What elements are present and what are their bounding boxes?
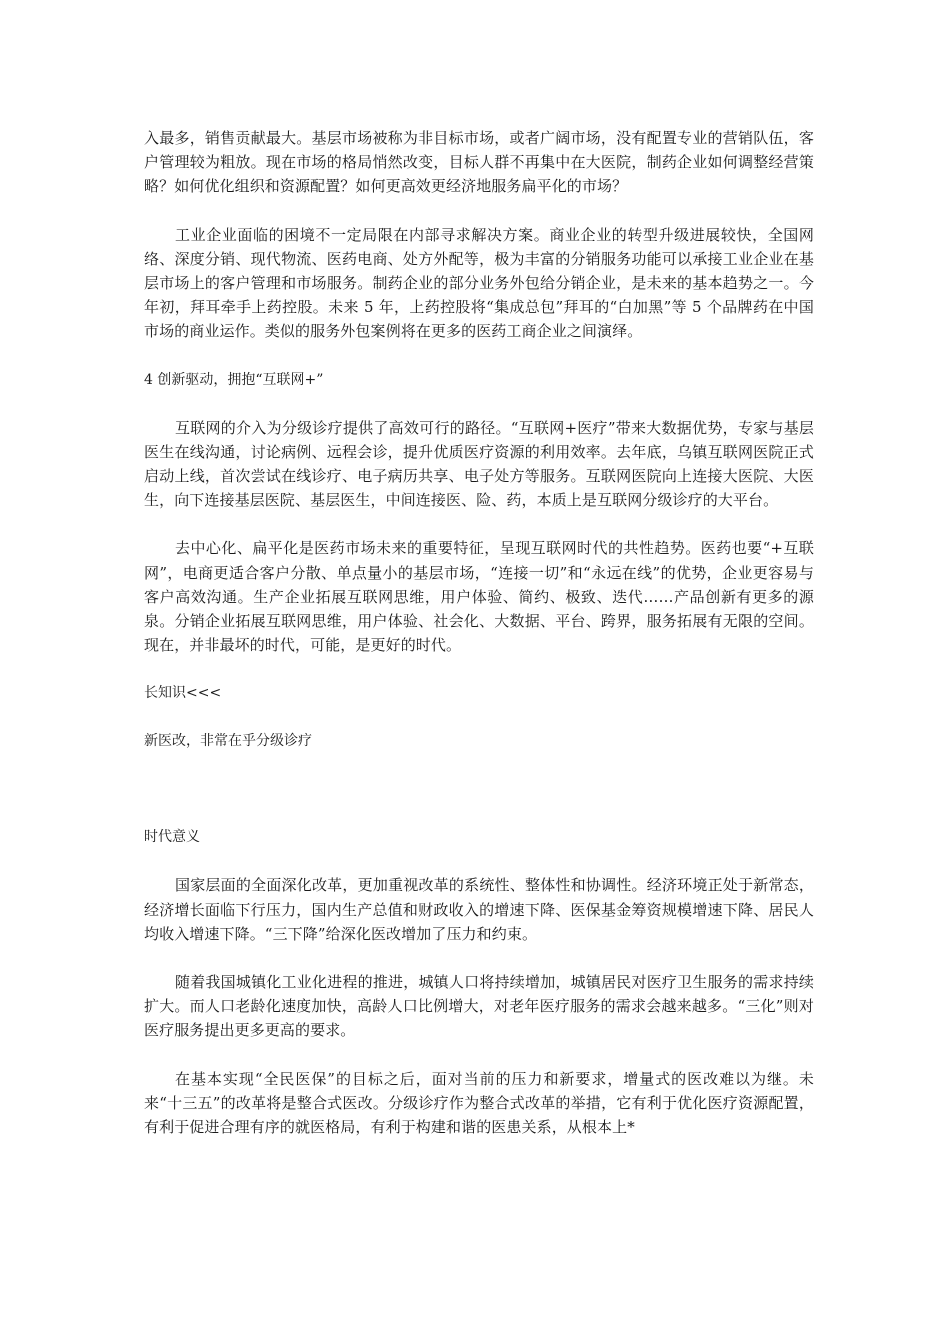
section-heading-innovation: 4 创新驱动，拥抱“互联网+” [144, 371, 324, 388]
paragraph-urbanization: 随着我国城镇化工业化进程的推进，城镇人口将持续增加，城镇居民对医疗卫生服务的需求持续扩大。而人口老龄化速度加快，高龄人口比例增大，对老年医疗服务的需求会越来越多。“三化”则对医疗服务提出更多更高的要求。 [144, 973, 814, 1040]
section-heading-new-reform: 新医改，非常在乎分级诊疗 [144, 733, 312, 750]
section-heading-era-significance: 时代意义 [144, 829, 200, 846]
paragraph-decentralization: 去中心化、扁平化是医药市场未来的重要特征，呈现互联网时代的共性趋势。医药也要“+互联网”，电商更适合客户分散、单点量小的基层市场，“连接一切”和“永远在线”的优势，企业更容易与客户高效沟通。生产企业拓展互联网思维，用户体验、简约、极致、迭代……产品创新有更多的源泉。分销企业拓展互联网思维，用户体验、社会化、大数据、平台、跨界，服务拓展有无限的空间。现在，并非最坏的时代，可能，是更好的时代。 [144, 539, 814, 655]
section-heading-knowledge: 长知识<<< [144, 685, 222, 702]
blank-space [144, 777, 814, 825]
paragraph-internet-hospital: 互联网的介入为分级诊疗提供了高效可行的路径。“互联网+医疗”带来大数据优势，专家与基层医生在线沟通，讨论病例、远程会诊，提升优质医疗资源的利用效率。去年底，乌镇互联网医院正式启动上线，首次尝试在线诊疗、电子病历共享、电子处方等服务。互联网医院向上连接大医院、大医生，向下连接基层医院、基层医生，中间连接医、险、药，本质上是互联网分级诊疗的大平台。 [144, 418, 814, 510]
paragraph-integrated-reform: 在基本实现“全民医保”的目标之后，面对当前的压力和新要求，增量式的医改难以为继。未来“十三五”的改革将是整合式医改。分级诊疗作为整合式改革的举措，它有利于优化医疗资源配置，有利于促进合理有序的就医格局，有利于构建和谐的医患关系，从根本上* [144, 1069, 814, 1137]
paragraph-national-reform: 国家层面的全面深化改革，更加重视改革的系统性、整体性和协调性。经济环境正处于新常态，经济增长面临下行压力，国内生产总值和财政收入的增速下降、医保基金筹资规模增速下降、居民人均收入增速下降。“三下降”给深化医改增加了压力和约束。 [144, 876, 814, 943]
paragraph-market-strategy: 入最多，销售贡献最大。基层市场被称为非目标市场，或者广阔市场，没有配置专业的营销队伍，客户管理较为粗放。现在市场的格局悄然改变，目标人群不再集中在大医院，制药企业如何调整经营策略？如何优化组织和资源配置？如何更高效更经济地服务扁平化的市场？ [144, 129, 814, 196]
paragraph-outsourcing: 工业企业面临的困境不一定局限在内部寻求解决方案。商业企业的转型升级进展较快，全国网络、深度分销、现代物流、医药电商、处方外配等，极为丰富的分销服务功能可以承接工业企业在基层市场上的客户管理和市场服务。制药企业的部分业务外包给分销企业，是未来的基本趋势之一。今年初，拜耳牵手上药控股。未来 5 年，上药控股将“集成总包”拜耳的“白加黑”等 5 个品牌药在中国市场的商业运作。类似的服务外包案例将在更多的医药工商企业之间演绎。 [144, 225, 814, 341]
document-page [144, 126, 814, 1163]
